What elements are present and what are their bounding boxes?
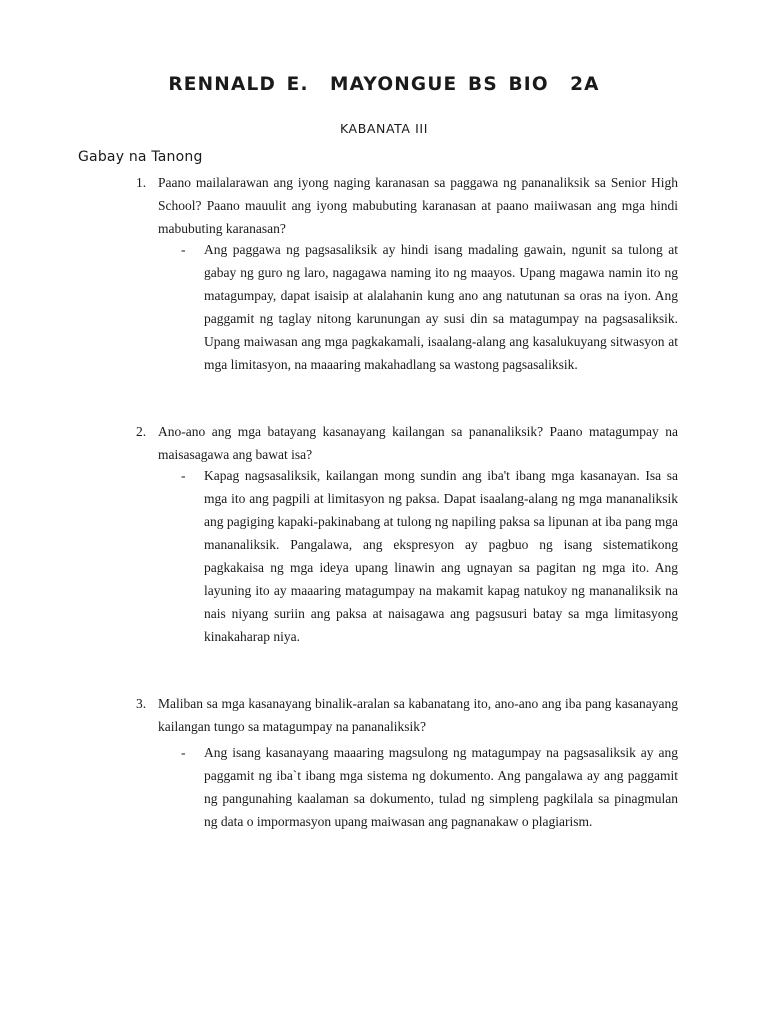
question-number: 2. (136, 424, 147, 439)
question-text: Paano mailalarawan ang iyong naging karanasan sa paggawa ng pananaliksik sa Senior High School? Paano mauulit ang iyong mabubuting karanasan at paano maiiwasan ang mga hindi mabubuting karanasan? (158, 175, 678, 236)
answer-text: Kapag nagsasaliksik, kailangan mong sundin ang iba't ibang mga kasanayan. Isa sa mga ito ang pagpili at limitasyon ng paksa. Dapat isaalang-alang ng mga mananaliksik ang pagiging kapaki-pakinabang at tulong ng napiling paksa sa lipunan at iba pang mga mananaliksik. Pangalawa, ang ekspresyon ay pagbuo ng isang sistematikong pagkakaisa ng mga ideya upang linawin ang ugnayan sa pagitan ng mga ito. Ang layuning ito ay maaaring matagumpay na makamit kapag natukoy ng mananaliksik na nais niyang suriin ang paksa at naisagawa ang pagsusuri batay sa mga limitasyong kinakaharap niya. (204, 468, 678, 644)
document-title: RENNALD E. MAYONGUE BS BIO 2A (168, 74, 600, 95)
section-heading: Gabay na Tanong (78, 149, 203, 165)
question-text: Maliban sa mga kasanayang binalik-aralan sa kabanatang ito, ano-ano ang iba pang kasanayang kailangan tungo sa matagumpay na pananaliksik? (158, 696, 678, 734)
question-text: Ano-ano ang mga batayang kasanayang kailangan sa pananaliksik? Paano matagumpay na maisasagawa ang bawat isa? (158, 424, 678, 462)
answer-text: Ang paggawa ng pagsasaliksik ay hindi isang madaling gawain, ngunit sa tulong at gabay ng guro ng laro, nagagawa naming ito ng maayos. Upang magawa namin ito ng matagumpay, dapat isaisip at alalahanin kung ano ang natutunan sa oras na iyon. Ang paggamit ng taglay nitong karunungan ay susi din sa matagumpay na pagsasaliksik. Upang maiwasan ang mga pagkakamali, isaalang-alang ang kasalukuyang sitwasyon at mga limitasyon, na maaaring makahadlang sa wastong pagsasaliksik. (204, 242, 678, 372)
chapter-heading: KABANATA III (339, 121, 429, 136)
question-number: 3. (136, 696, 147, 711)
answer-text: Ang isang kasanayang maaaring magsulong ng matagumpay na pagsasaliksik ay ang paggamit ng iba`t ibang mga sistema ng dokumento. Ang pangalawa ay ang paggamit ng pangunahing kaalaman sa dokumento, tulad ng simpleng pagkilala sa pinagmulan ng data o impormasyon upang maiwasan ang pagnanakaw o plagiarism. (204, 745, 678, 829)
answer-bullet: - (181, 468, 186, 483)
answer-bullet: - (181, 242, 186, 257)
question-number: 1. (136, 175, 147, 190)
answer-bullet: - (181, 745, 186, 760)
